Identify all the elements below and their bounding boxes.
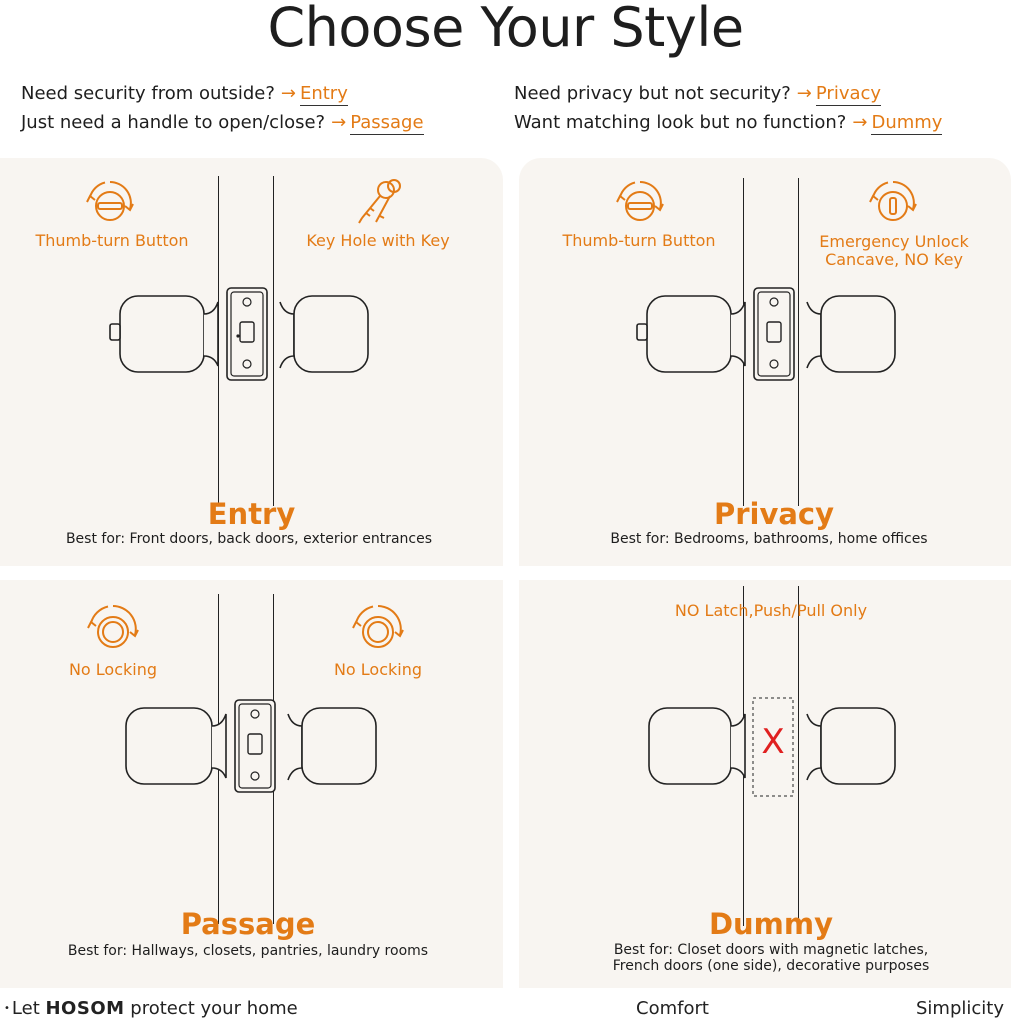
knob-lock-illustration	[629, 280, 909, 390]
best-for-dummy: Best for: Closet doors with magnetic latches, French doors (one side), decorative purposes	[612, 942, 930, 974]
feature-thumb-turn: Thumb-turn Button	[35, 231, 189, 250]
page-title: Choose Your Style	[267, 0, 744, 59]
question-entry: Need security from outside? → Entry	[21, 83, 348, 104]
style-name-privacy: Privacy	[713, 497, 835, 531]
question-dummy: Want matching look but no function? → Dummy	[514, 112, 943, 133]
style-name-passage: Passage	[180, 907, 316, 941]
style-name-entry: Entry	[207, 497, 296, 531]
feature-no-locking: No Locking	[333, 660, 423, 679]
panel-privacy	[519, 158, 1011, 566]
emergency-unlock-icon	[866, 176, 920, 230]
arrow-icon: →	[852, 112, 868, 133]
best-for-privacy: Best for: Bedrooms, bathrooms, home offices	[610, 531, 928, 547]
no-locking-icon	[84, 600, 142, 658]
footer-tagline: • Let HOSOM protect your home	[4, 998, 298, 1019]
feature-no-latch: NO Latch,Push/Pull Only	[674, 601, 868, 620]
answer-entry: Entry	[299, 83, 348, 104]
thumb-turn-icon	[83, 176, 137, 230]
feature-emergency-unlock: Emergency Unlock Cancave, NO Key	[819, 232, 969, 269]
footer-simplicity: Simplicity	[916, 998, 1004, 1019]
arrow-icon: →	[280, 83, 296, 104]
best-for-passage: Best for: Hallways, closets, pantries, laundry rooms	[67, 943, 429, 959]
knob-lock-illustration	[102, 280, 382, 390]
question-privacy: Need privacy but not security? → Privacy	[514, 83, 882, 104]
panel-passage	[0, 580, 503, 988]
feature-thumb-turn: Thumb-turn Button	[562, 231, 716, 250]
style-name-dummy: Dummy	[708, 907, 834, 941]
brand-logo: HOSOM	[45, 998, 125, 1019]
thumb-turn-icon	[613, 176, 667, 230]
footer-comfort: Comfort	[636, 998, 709, 1019]
panel-dummy	[519, 580, 1011, 988]
feature-no-locking: No Locking	[68, 660, 158, 679]
knob-lock-illustration	[110, 692, 390, 802]
best-for-entry: Best for: Front doors, back doors, exterior entrances	[65, 531, 433, 547]
arrow-icon: →	[331, 112, 347, 133]
keys-icon	[350, 176, 406, 230]
bullet-icon: •	[4, 1003, 10, 1014]
answer-privacy: Privacy	[815, 83, 882, 104]
answer-dummy: Dummy	[871, 112, 943, 133]
answer-passage: Passage	[350, 112, 424, 133]
panel-entry	[0, 158, 503, 566]
no-locking-icon	[349, 600, 407, 658]
feature-key-hole: Key Hole with Key	[306, 231, 450, 250]
question-passage: Just need a handle to open/close? → Passage	[21, 112, 424, 133]
arrow-icon: →	[796, 83, 812, 104]
no-latch-mark: X	[761, 722, 785, 762]
